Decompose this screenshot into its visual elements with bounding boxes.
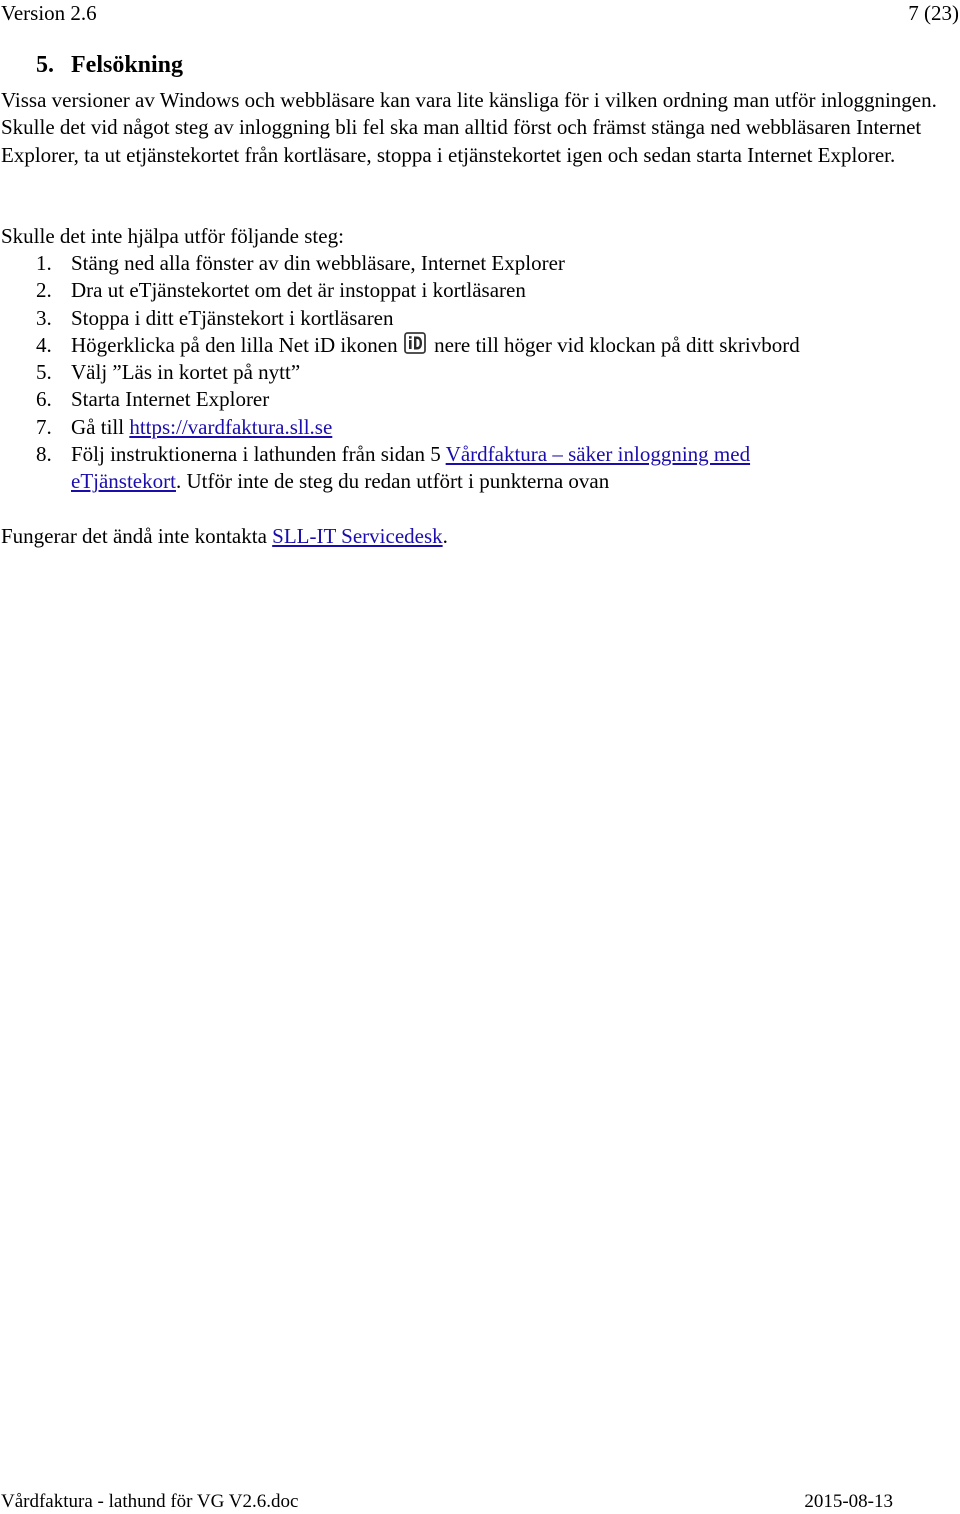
step-number: 2. [36,278,52,303]
step-item-6 [0,386,940,413]
step-number: 4. [36,332,52,357]
steps-intro: Skulle det inte hjälpa utför följande steg: [1,224,344,248]
intro-paragraph: Vissa versioner av Windows och webbläsare kan vara lite känsliga för i vilken ordning man utför inloggningen. Skulle det vid något steg av inloggning bli fel ska man alltid först och främst stänga ned webbläsaren Internet Explorer, ta ut etjänstekortet från kortläsare, stoppa i etjänstekortet igen och sedan starta Internet Explorer. [1,88,937,167]
step-number: 3. [36,305,52,330]
step-text: Starta Internet Explorer [71,387,270,412]
step-punctuation: . [175,469,187,494]
step-text: Stäng ned alla fönster av din webbläsare, Internet Explorer [71,251,565,275]
step-number: 5. [36,360,52,385]
step-text-after: Utför inte de steg du redan utfört i punkterna ovan [186,469,610,494]
netid-icon-graphic [404,332,426,354]
step-item-4 [0,332,940,359]
step-item-8 [0,441,861,496]
step-text-before: Högerklicka på den lilla Net iD ikonen [71,332,398,357]
step-text: Stoppa i ditt eTjänstekort i kortläsaren [71,305,394,330]
header-version: Version 2.6 [1,1,97,25]
step-number: 1. [36,251,52,275]
page-footer [0,1490,960,1512]
vardfaktura-guide-link[interactable]: Vårdfaktura – säker inloggning med eTjänstekort [71,442,751,494]
servicedesk-link[interactable]: SLL-IT Servicedesk [272,524,443,548]
header-page-number: 7 (23) [908,1,959,25]
section-heading [36,51,183,79]
netid-icon [404,332,426,354]
contact-paragraph [1,523,448,550]
footer-date: 2015-08-13 [804,1491,893,1512]
step-text: Dra ut eTjänstekortet om det är instoppat i kortläsaren [71,278,526,303]
step-number: 7. [36,414,52,439]
step-item-3 [0,305,940,332]
contact-text: Fungerar det ändå inte kontakta [1,524,267,548]
steps-list [0,250,940,496]
footer-document-name: Vårdfaktura - lathund för VG V2.6.doc [1,1491,299,1512]
section-number: 5. [36,52,54,78]
step-item-5 [0,359,940,386]
step-text-before: Följ instruktionerna i lathunden från sidan 5 [71,442,441,467]
step-text: Välj ”Läs in kortet på nytt” [71,360,301,385]
step-number: 6. [36,387,52,412]
step-text-after: nere till höger vid klockan på ditt skrivbord [434,332,800,357]
contact-period: . [442,524,448,548]
page-header [0,0,960,27]
step-item-2 [0,277,940,304]
vardfaktura-url-link[interactable]: https://vardfaktura.sll.se [129,414,333,439]
section-title: Felsökning [71,52,184,78]
step-text-before: Gå till [71,414,125,439]
step-number: 8. [36,442,52,467]
step-item-1 [0,250,940,277]
step-item-7 [0,414,940,441]
